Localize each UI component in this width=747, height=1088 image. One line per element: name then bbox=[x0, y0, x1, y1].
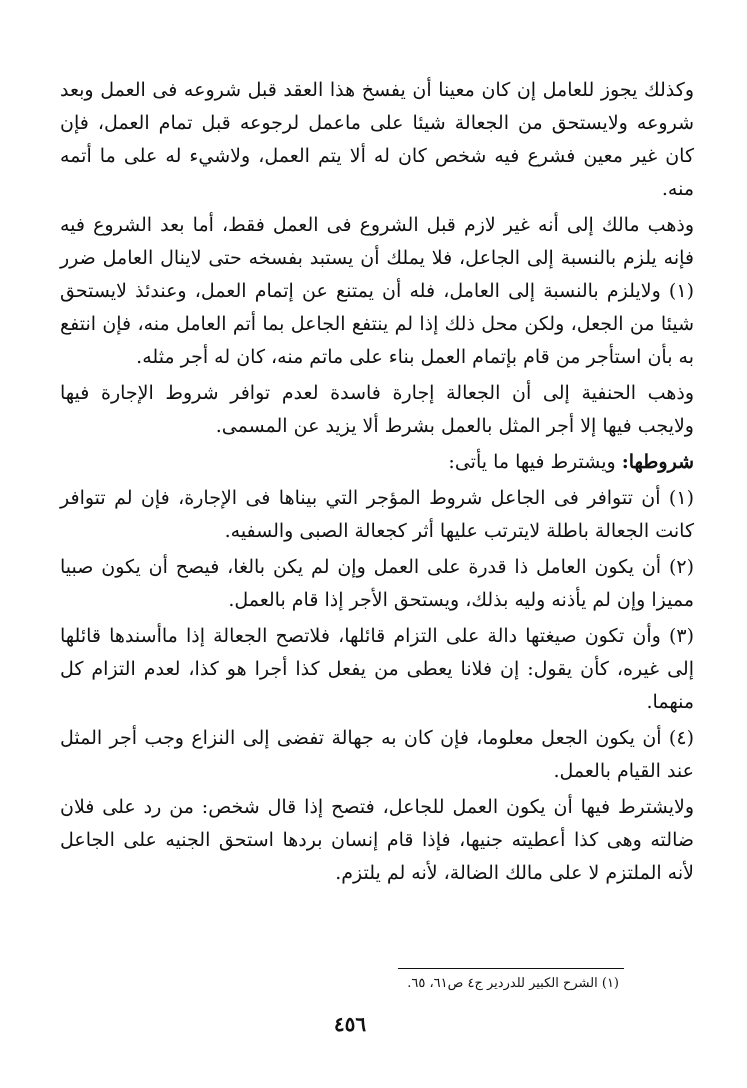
page-number: ٤٥٦ bbox=[333, 1012, 367, 1036]
paragraph-closing: ولايشترط فيها أن يكون العمل للجاعل، فتصح إذا قال شخص: من رد على فلان ضالته وهى كذا أعطيته جنيها، فإذا قام إنسان بردها استحق الجنيه على الجاعل لأنه الملتزم لا على مالك الضالة، لأنه لم يلتزم. bbox=[60, 796, 694, 884]
paragraph-hanafi-view: وذهب الحنفية إلى أن الجعالة إجارة فاسدة لعدم توافر شروط الإجارة فيها ولايجب فيها إلا أجر المثل بالعمل بشرط ألا يزيد عن المسمى. bbox=[60, 382, 694, 437]
condition-item-1: (١) أن تتوافر فى الجاعل شروط المؤجر التي بيناها فى الإجارة، فإن لم تتوافر كانت الجعالة باطلة لايترتب عليها أثر كجعالة الصبى والسفيه. bbox=[60, 487, 694, 542]
condition-item-3: (٣) وأن تكون صيغتها دالة على التزام قائلها، فلاتصح الجعالة إذا ماأسندها قائلها إلى غيره، كأن يقول: إن فلانا يعطى من يفعل كذا أجرا هو كذا، لعدم التزام كل منهما. bbox=[60, 625, 694, 713]
footnote: (١) الشرح الكبير للدردير ج٤ ص٦١، ٦٥. bbox=[407, 976, 619, 991]
condition-item-2: (٢) أن يكون العامل ذا قدرة على العمل وإن لم يكن بالغا، فيصح أن يكون صبيا مميزا وإن لم يأذنه وليه بذلك، ويستحق الأجر إذا قام بالعمل. bbox=[60, 556, 694, 611]
conditions-heading-line bbox=[60, 446, 694, 479]
conditions-heading: شروطها: bbox=[621, 451, 694, 473]
footnote-divider bbox=[398, 968, 624, 969]
page-body bbox=[60, 74, 694, 890]
paragraph-maliki-view: وذهب مالك إلى أنه غير لازم قبل الشروع فى العمل فقط، أما بعد الشروع فيه فإنه يلزم بالنسبة إلى الجاعل، فلا يملك أن يستبد بفسخه حتى لاينال العامل ضرر (١) ولايلزم بالنسبة إلى العامل، فله أن يمتنع عن إتمام العمل، وعندئذ لايستحق شيئا من الجعل، ولكن محل ذلك إذا لم ينتفع الجاعل بما أتم العامل منه، فإن انتفع به بأن استأجر من قام بإتمام العمل بناء على ماتم منه، كان له أجر مثله. bbox=[60, 214, 694, 368]
condition-item-4: (٤) أن يكون الجعل معلوما، فإن كان به جهالة تفضى إلى النزاع وجب أجر المثل عند القيام بالعمل. bbox=[60, 727, 694, 782]
paragraph-termination: وكذلك يجوز للعامل إن كان معينا أن يفسخ هذا العقد قبل شروعه فى العمل وبعد شروعه ولايستحق من الجعالة شيئا على ماعمل لرجوعه قبل تمام العمل، فإن كان غير معين فشرع فيه شخص كان له ألا يتم العمل، ولاشيء له على ما أتمه منه. bbox=[60, 79, 694, 200]
conditions-intro: ويشترط فيها ما يأتى: bbox=[448, 451, 616, 473]
